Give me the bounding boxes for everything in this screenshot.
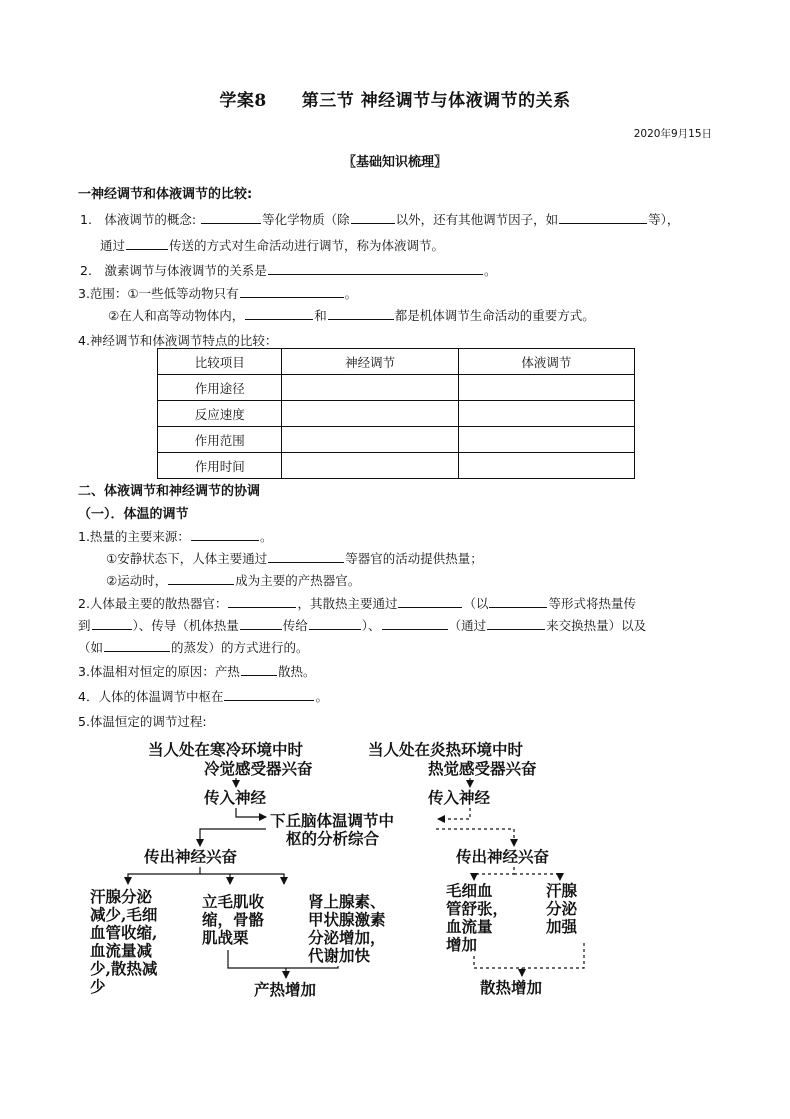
flow-heat-loss: 散热增加 [480,978,543,997]
arrow [474,867,514,880]
flow-hot-condition: 当人处在炎热环境中时 [368,740,524,759]
flow-efferent-left: 传出神经兴奋 [144,847,238,866]
flow-box-line: 加强 [546,917,578,936]
p2-text: （通过 [448,618,487,633]
p2-text: 2.人体最主要的散热器官： [78,596,228,611]
table-row-label: 作用范围 [158,427,282,453]
flow-box-line: 血流量 [446,917,493,936]
flow-box-line: 立毛肌收 [202,892,265,911]
flow-afferent-right: 传入神经 [428,788,491,807]
p2-line-5: 5.体温恒定的调节过程: [78,714,207,729]
p2-text: 来交换热量）以及 [546,618,647,633]
p2-text: ）、传导（机体热量 [132,618,239,633]
p2-text: （如 [78,640,104,655]
flow-box-line: 分泌 [546,899,578,918]
q1-text: 等化学物质（除 [262,212,350,227]
table-row-label: 作用时间 [158,453,282,479]
flow-box-line: 少 [90,977,106,996]
q1-text: 等）， [648,212,680,227]
q3-text: 。 [344,286,358,301]
arrow [200,874,230,884]
table-header: 比较项目 [158,349,282,375]
arrow [514,874,560,880]
p2-text: ，其散热主要通过 [297,596,398,611]
p2-text: ）、 [361,618,381,633]
table-row-label: 作用途径 [158,375,282,401]
flow-box-line: 肾上腺素、 [308,892,386,911]
flow-center-line1: 下丘脑体温调节中 [270,811,395,830]
p2-text: （以 [463,596,489,611]
q3-text: 和 [314,308,327,323]
part2-subheading: （一）．体温的调节 [78,507,189,522]
q3-text: ②在人和高等动物体内， [108,308,245,323]
p2-text: 3.体温相对恒定的原因：产热 [78,664,240,679]
p2-text: 4．人体的体温调节中枢在 [78,689,224,704]
q3-text: 都是机体调节生命活动的重要方式。 [394,308,595,323]
flow-box-line: 汗腺分泌 [90,887,153,906]
q1-text: 传送的方式对生命活动进行调节，称为体液调节。 [169,238,445,253]
flow-hot-receptor: 热觉感受器兴奋 [428,759,537,778]
flow-box-line: 分泌增加， [308,928,386,947]
flow-box-hormones [308,892,386,965]
p2-text: ②运动时， [106,573,168,588]
q4-line: 4.神经调节和体液调节特点的比较： [78,333,278,348]
q2-text: 2. 激素调节与体液调节的关系是 [80,263,267,278]
q1-text: 以外，还有其他调节因子，如 [395,212,559,227]
page-title: 学案8 第三节 神经调节与体液调节的关系 [219,91,571,111]
part2-heading: 二、体液调节和神经调节的协调 [78,484,261,499]
flow-afferent-left: 传入神经 [204,788,267,807]
p2-text: 的蒸发）的方式进行的。 [171,640,309,655]
q1-text: 通过 [100,238,126,253]
p2-text: 成为主要的产热器官。 [235,573,361,588]
arrow [436,829,514,846]
p2-text: 。 [259,529,273,544]
p2-text: 等器官的活动提供热量； [345,551,483,566]
connector [474,940,584,968]
arrow [128,867,200,884]
flow-box-line: 少,散热减 [90,959,158,978]
p2-text: 1.热量的主要来源： [78,529,190,544]
p2-text: 。 [315,689,328,704]
table-header: 体液调节 [458,349,634,375]
arrow [438,808,470,819]
flow-box-line: 代谢加快 [308,946,371,965]
q1-text: 1. 体液调节的概念: [80,212,201,227]
flow-efferent-right: 传出神经兴奋 [456,847,550,866]
q3-text: 3.范围：①一些低等动物只有 [78,286,239,301]
flow-box-line: 汗腺 [546,881,578,900]
section-subhead: 〖基础知识梳理〗 [342,155,447,170]
part1-heading: 一神经调节和体液调节的比较: [78,187,253,202]
flow-box-line: 血管收缩, [90,923,158,942]
arrow [236,808,266,817]
table-header: 神经调节 [282,349,458,375]
flow-box-vasodilation [446,881,508,954]
flow-box-shiver [202,892,265,947]
flow-cold-receptor: 冷觉感受器兴奋 [204,759,313,778]
flow-box-sweat-increase [546,881,579,936]
flow-box-line: 肌战栗 [202,928,249,947]
p2-text: 传给 [282,618,308,633]
p2-text: 等形式将热量传 [548,596,636,611]
flow-center-line2: 枢的分析综合 [286,829,380,848]
p2-text: 到 [78,618,91,633]
arrow [200,829,266,846]
p2-text: 散热。 [277,664,316,679]
arrow [230,874,284,884]
flow-box-line: 减少,毛细 [90,905,158,924]
flow-box-line: 血流量减 [90,941,153,960]
flow-cold-condition: 当人处在寒冷环境中时 [148,740,304,759]
date: 2020年9月15日 [633,128,712,140]
flow-box-line: 毛细血 [446,881,493,900]
flow-heat-production: 产热增加 [254,980,317,999]
flow-box-line: 管舒张， [446,899,509,918]
flow-box-line: 缩，骨骼 [202,910,265,929]
flow-box-line: 甲状腺激素 [308,910,386,929]
flow-box-sweat-reduce [90,887,158,996]
p2-text: ①安静状态下，人体主要通过 [106,551,268,566]
q2-text: 。 [483,263,497,278]
flow-box-line: 增加 [446,935,478,954]
table-row-label: 反应速度 [158,401,282,427]
